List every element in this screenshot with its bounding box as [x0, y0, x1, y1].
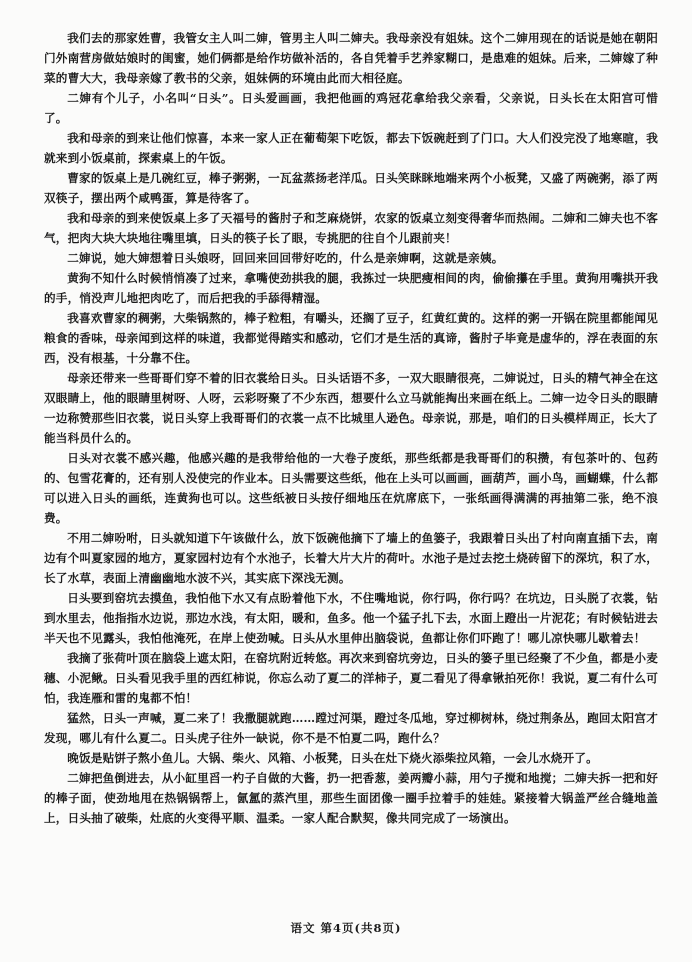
paragraph: 我们去的那家姓曹，我管女主人叫二婶，管男主人叫二婶夫。我母亲没有姐妹。这个二婶用现在的话说是她在朝阳门外南营房做姑娘时的闺蜜，她们俩都是给作坊做补活的，各自凭着手艺养家糊口，是患难的姐妹。后来，二婶嫁了种菜的曹大大，我母亲嫁了教书的父亲，姐妹俩的环境由此而大相径庭。: [44, 31, 658, 85]
paragraph: 二婶说，她大婶想着日头娘呀，回回来回回带好吃的，什么是亲婶啊，这就是亲姨。: [67, 251, 504, 265]
paragraph: 我和母亲的到来使饭桌上多了天福号的酱肘子和芝麻烧饼，农家的饭桌立刻变得奢华而热闹。二婶和二婶夫也不客气，把肉大块大块地往嘴里填，日头的筷子长了眼，专挑肥的往自个儿跟前夹！: [44, 211, 658, 245]
paragraph: 二婶把鱼倒进去，从小缸里舀一杓子自做的大酱，扔一把香葱，姜两瓣小蒜，用勺子搅和地搅；二婶夫拆一把和好的棒子面，使劲地甩在热锅锅帮上，氤氲的蒸汽里，那些生面团像一圈手拉着手的娃娃。紧接着大锅盖严丝合缝地盖上，日头抽了破柴，灶底的火变得平顺、温柔。一家人配合默契，像共同完成了一场演出。: [44, 771, 658, 825]
paragraph: 黄狗不知什么时候悄悄凑了过来，拿嘴使劲拱我的腿，我拣过一块肥瘦相间的肉，偷偷攥在手里。黄狗用嘴拱开我的手，悄没声儿地把肉吃了，而后把我的手舔得精湿。: [44, 271, 658, 305]
paragraph: 我摘了张荷叶顶在脑袋上遮太阳，在窑坑附近转悠。再次来到窑坑旁边，日头的篓子里已经聚了不少鱼，都是小麦穗、小泥鳅。日头看见我手里的西红柿说，你忘么动了夏二的洋柿子，夏二看见了得拿锹拍死你！我说，夏二有什么可怕，我连雁和雷的鬼都不怕！: [44, 651, 658, 705]
page-footer: 语文 第4页(共8页): [290, 921, 402, 935]
paragraph: 晚饭是贴饼子熬小鱼儿。大锅、柴火、风箱、小板凳，日头在灶下烧火添柴拉风箱，一会儿水烧开了。: [67, 751, 598, 765]
paragraph: 我喜欢曹家的稠粥，大柴锅熬的，棒子粒粗，有嚼头，还搁了豆子，红黄红黄的。这样的粥一开锅在院里都能闻见粮食的香味，母亲闻到这样的味道，我都觉得踏实和感动，它们才是生活的真谛，酱肘子毕竟是虚华的，浮在表面的东西，没有根基，十分靠不住。: [44, 311, 658, 365]
paragraph: 日头要到窑坑去摸鱼，我怕他下水又有点盼着他下水，不住嘴地说，你行吗，你行吗？在坑边，日头脱了衣裳，钻到水里去，他指指水边说，那边水浅，有太阳，暖和，鱼多。他一个猛子扎下去，水面上蹬出一片泥花；有时候钻进去半天也不见露头，我怕他淹死，在岸上使劲喊。日头从水里伸出脑袋说，鱼都让你们吓跑了！哪儿凉快哪儿歇着去！: [44, 591, 658, 645]
paragraph: 不用二婶吩咐，日头就知道下午该做什么，放下饭碗他摘下了墙上的鱼篓子，我跟着日头出了村向南直插下去，南边有个叫夏家园的地方，夏家园村边有个水池子，长着大片大片的荷叶。水池子是过去挖土烧砖留下的深坑，积了水，长了水草，表面上清幽幽地水波不兴，其实底下深浅无测。: [44, 531, 658, 585]
paragraph: 二婶有个儿子，小名叫“日头”。日头爱画画，我把他画的鸡冠花拿给我父亲看，父亲说，日头长在太阳宫可惜了。: [44, 91, 658, 125]
essay-body: [44, 28, 658, 828]
paragraph: 我和母亲的到来让他们惊喜，本来一家人正在葡萄架下吃饭，都去下饭碗赶到了门口。大人们没完没了地寒暄，我就来到小饭桌前，探索桌上的午饭。: [44, 131, 658, 165]
paragraph: 猛然，日头一声喊，夏二来了！我撒腿就跑……蹚过河渠，蹬过冬瓜地，穿过柳树林，绕过荆条丛，跑回太阳宫才发现，哪儿有什么夏二。日头虎子往外一缺说，你不是不怕夏二吗，跑什么？: [44, 711, 658, 745]
paragraph: 曹家的饭桌上是几碗红豆，棒子粥粥，一瓦盆蒸扬老洋瓜。日头笑眯眯地端来两个小板凳，又盛了两碗粥，添了两双筷子，摆出两个咸鸭蛋，算是待客了。: [44, 171, 658, 205]
paragraph: 日头对衣裳不感兴趣，他感兴趣的是我带给他的一大卷子废纸，那些纸都是我哥哥们的积攒，有包茶叶的、包药的、包雪花膏的，还有别人没使完的作业本。日头需要这些纸，他在上头可以画画，画葫芦，画小鸟，画蝴蝶，什么都可以进入日头的画纸，连黄狗也可以。这些纸被日头按仔细地压在炕席底下，一张纸画得满满的再抽第二张，绝不浪费。: [44, 451, 658, 525]
paragraph: 母亲还带来一些哥哥们穿不着的旧衣裳给日头。日头话语不多，一双大眼睛很亮，二婶说过，日头的精气神全在这双眼睛上，他的眼睛里树呀、人呀，云彩呀聚了不少东西，想要什么立马就能掏出来画在纸上。二婶一边令日头的眼睛一边称赞那些旧衣裳，说日头穿上我哥哥们的衣裳一点不比城里人逊色。母亲说，那是，咱们的日头模样周正，长大了能当科员什么的。: [44, 371, 658, 445]
